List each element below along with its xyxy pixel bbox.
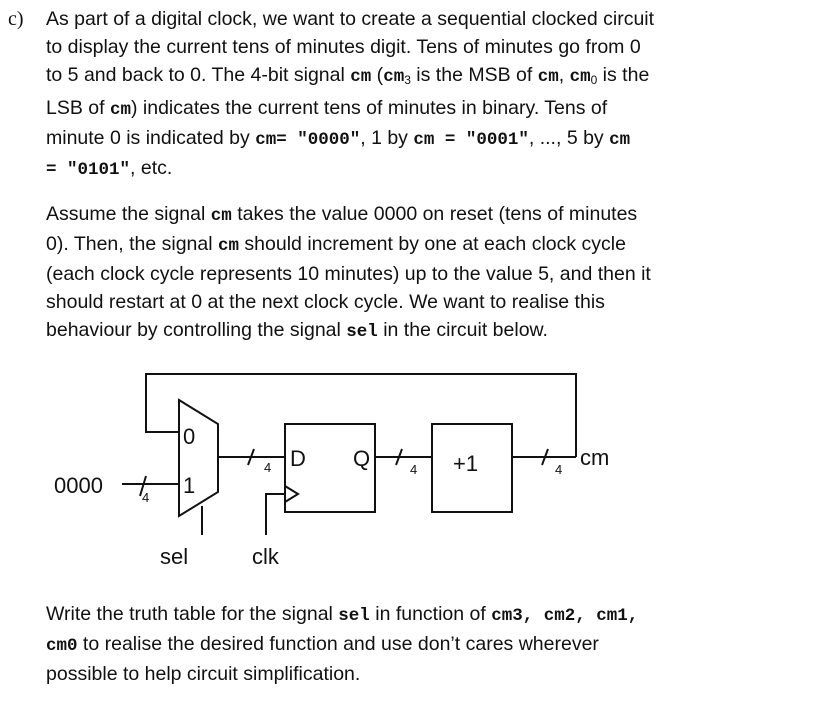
bus-width-const: 4 — [142, 490, 150, 505]
paragraph-intro — [46, 5, 816, 184]
behaviour-line-2: 0). Then, the signal cm should increment by one at each clock cycle — [46, 233, 626, 256]
bus-width-adder-out: 4 — [555, 462, 563, 477]
sel-label: sel — [160, 544, 189, 569]
output-cm-label: cm — [580, 445, 610, 470]
intro-line-3: to 5 and back to 0. The 4-bit signal cm ($cm_3$ is the MSB of cm, $cm_0$ is the — [46, 64, 650, 87]
behaviour-line-4: should restart at 0 at the next clock cycle. We want to realise this — [46, 291, 605, 313]
clk-label: clk — [252, 544, 279, 569]
intro-line-4: LSB of cm) indicates the current tens of minutes in binary. Tens of — [46, 97, 608, 120]
intro-line-2: to display the current tens of minutes digit. Tens of minutes go from 0 — [46, 36, 641, 58]
task-line-2: cm0 to realise the desired function and use don’t cares wherever — [46, 633, 599, 656]
bus-width-q-out: 4 — [410, 462, 418, 477]
behaviour-line-5: behaviour by controlling the signal sel in the circuit below. — [46, 319, 548, 342]
bus-width-mux-out: 4 — [264, 460, 272, 475]
clock-triangle — [285, 486, 298, 502]
intro-line-6: = "0101", etc. — [46, 157, 173, 180]
question-label: c) — [8, 8, 24, 30]
reg-d-label: D — [290, 446, 306, 471]
task-line-1: Write the truth table for the signal sel in function of cm3, cm2, cm1, — [46, 603, 639, 626]
const-input-label: 0000 — [54, 473, 103, 498]
intro-line-1: As part of a digital clock, we want to create a sequential clocked circuit — [46, 8, 655, 30]
paragraph-behaviour — [46, 200, 816, 346]
paragraph-task — [46, 600, 816, 688]
circuit-diagram — [40, 360, 640, 585]
reg-q-label: Q — [353, 446, 371, 471]
behaviour-line-3: (each clock cycle represents 10 minutes) up to the value 5, and then it — [46, 263, 651, 285]
mux-input-0-label: 0 — [183, 424, 196, 449]
multiplexer — [179, 400, 218, 516]
adder-label: +1 — [453, 451, 479, 476]
mux-input-1-label: 1 — [183, 473, 196, 498]
intro-line-5: minute 0 is indicated by cm= "0000", 1 by cm = "0001", ..., 5 by cm — [46, 127, 631, 150]
task-line-3: possible to help circuit simplification. — [46, 663, 361, 685]
behaviour-line-1: Assume the signal cm takes the value 0000 on reset (tens of minutes — [46, 203, 638, 226]
clk-wire — [266, 494, 285, 535]
